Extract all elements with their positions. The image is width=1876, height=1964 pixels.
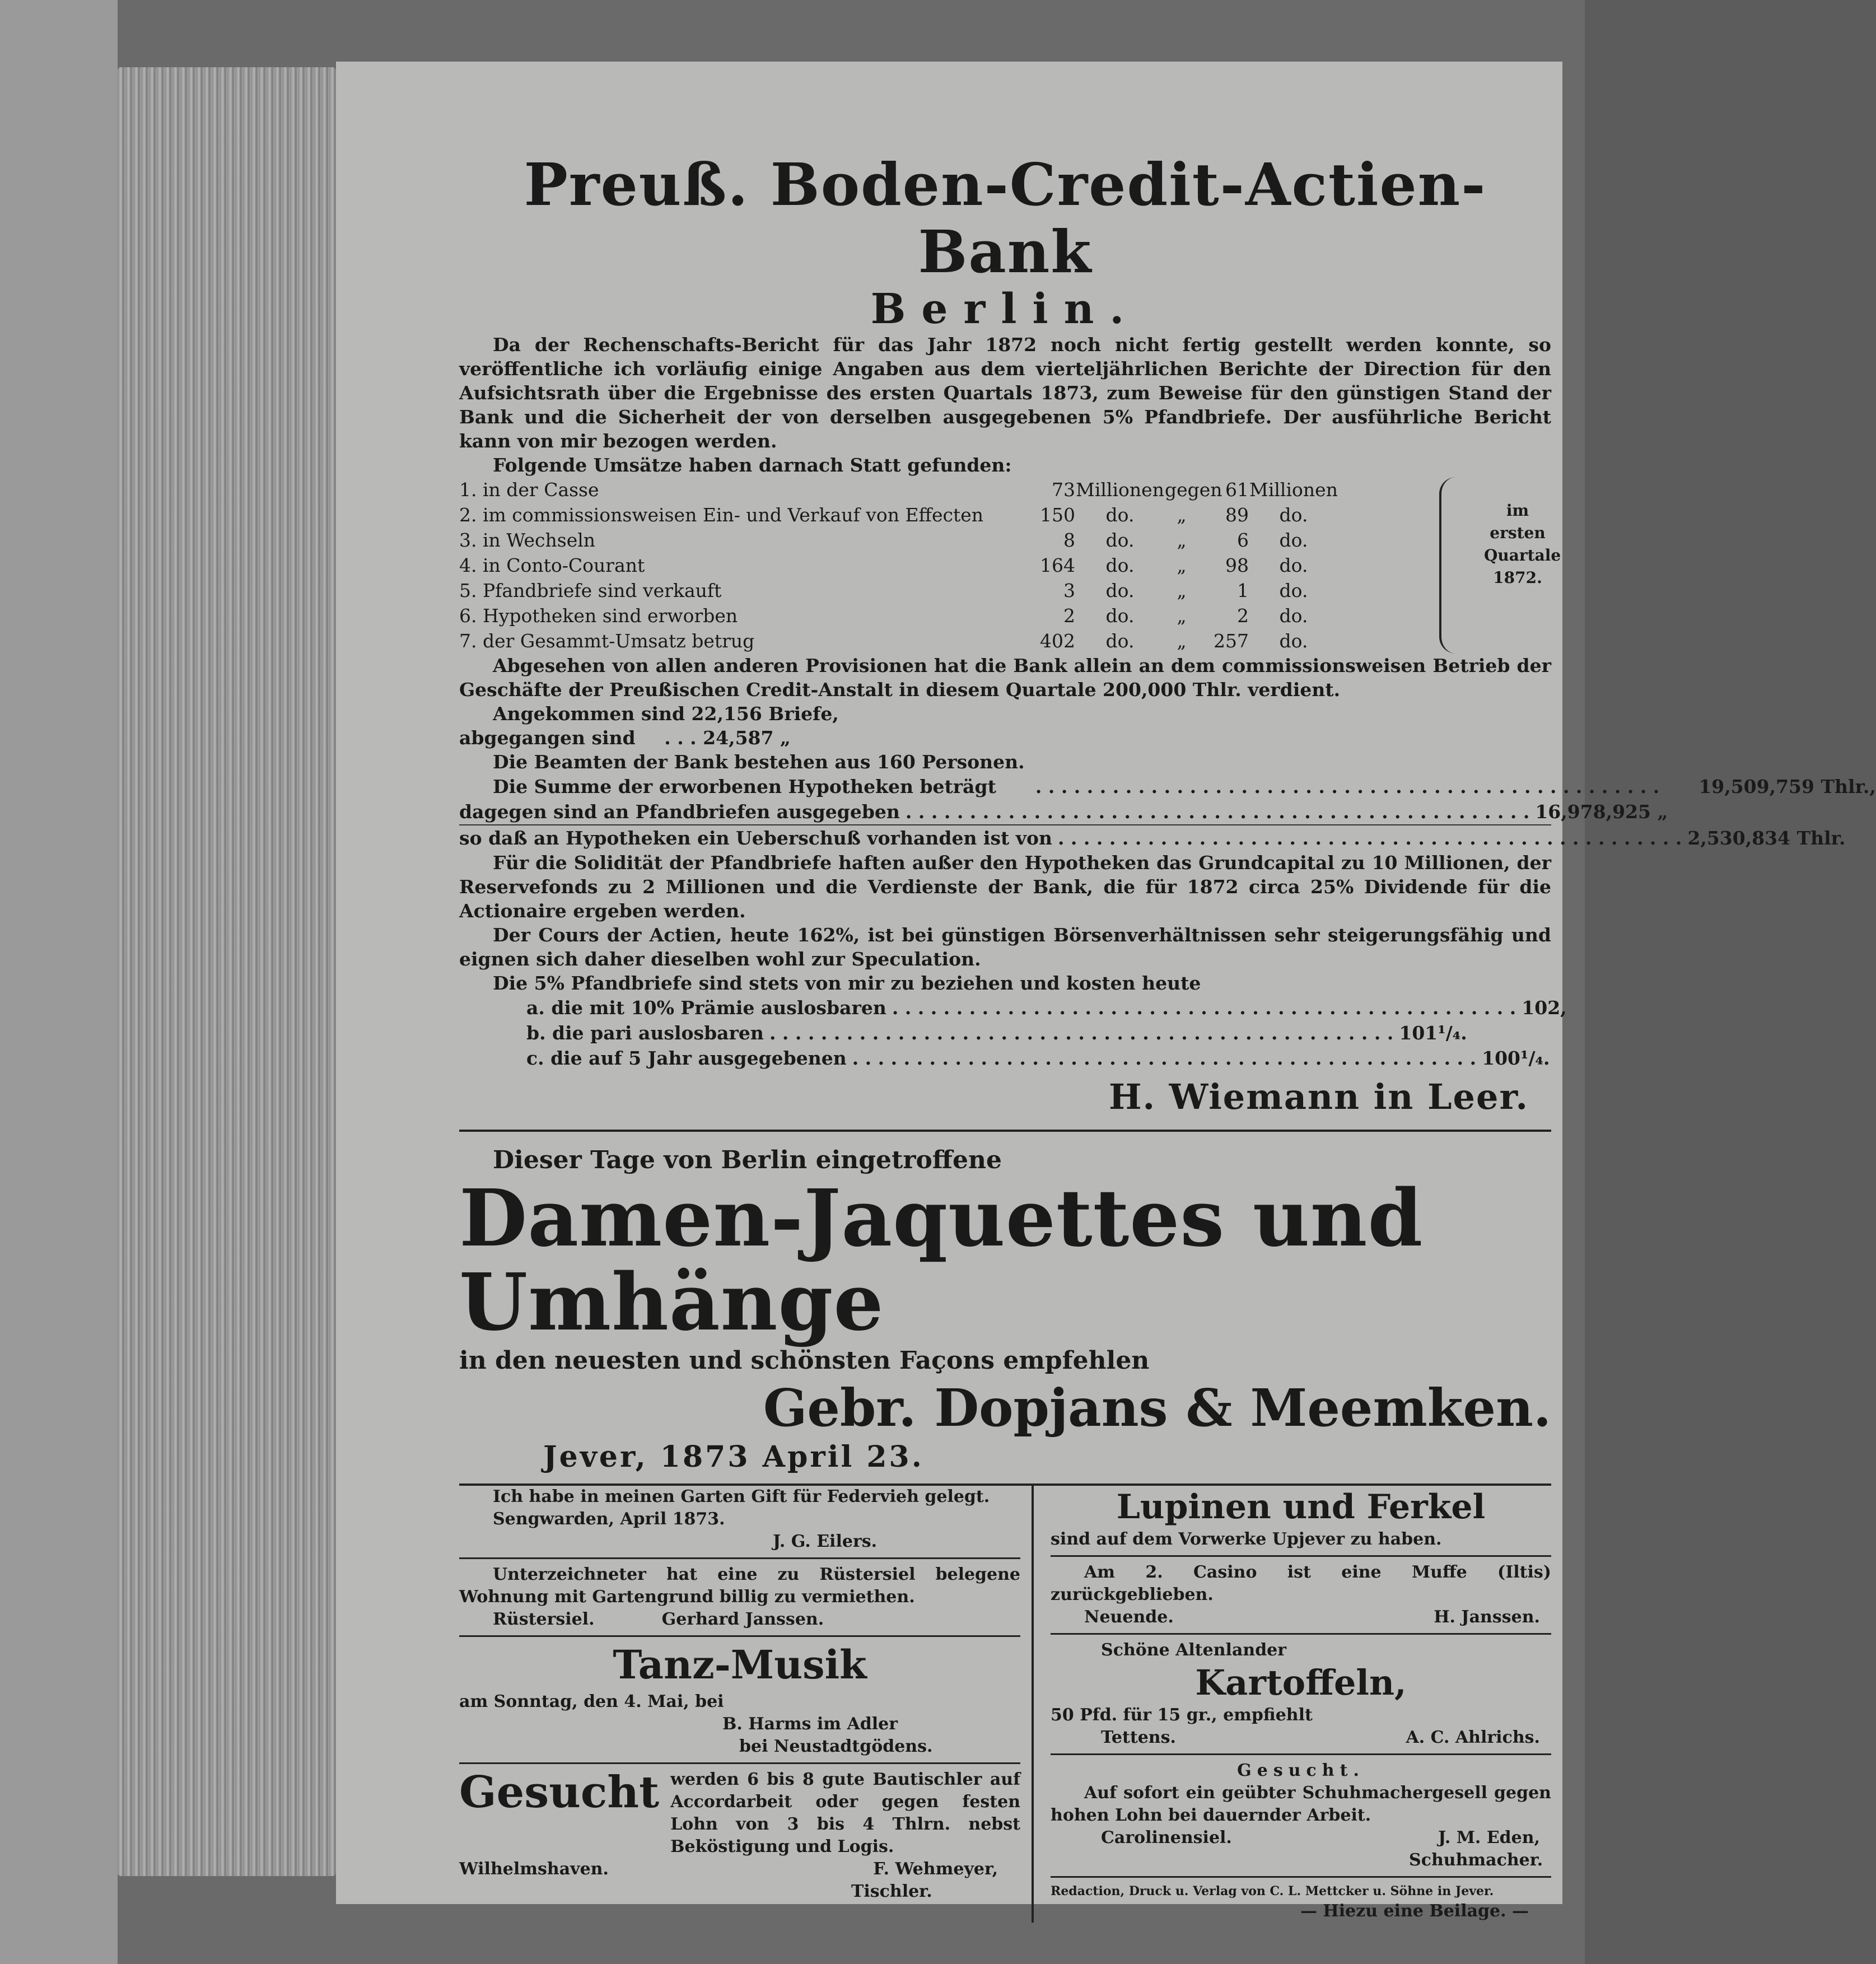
wanted-signature-line	[459, 1858, 1020, 1881]
letters-sent-label: abgegangen sind	[459, 727, 636, 749]
row-unit2: do.	[1279, 580, 1308, 601]
sum-value: 2,530,834 Thlr.	[1687, 827, 1846, 849]
row-compare: 2	[1237, 605, 1249, 627]
ad-divider	[1051, 1555, 1551, 1557]
gift-signature: J. G. Eilers.	[773, 1532, 878, 1551]
share-price-text: Der Cours der Actien, heute 162%, ist bei günstigen Börsenverhältnissen sehr steigerungsfähig und eignen sich daher dieselben wohl zur Speculation.	[459, 924, 1551, 970]
dance-location: bei Neustadtgödens.	[739, 1737, 933, 1756]
table-row	[459, 553, 1484, 578]
row-label: 2. im commissionsweisen Ein- und Verkauf von Effecten	[459, 504, 984, 526]
offer-price: 101¹/₄.	[1399, 1022, 1467, 1044]
bank-intro: Da der Rechenschafts-Bericht für das Jahr 1872 noch nicht fertig gestellt werden konnte, so veröffentliche ich vorläufig einige Angaben aus dem vierteljährlichen Berichte der Direction für den Aufsichtsrath über die Ergebnisse des ersten Quartals 1873, zum Beweise für den günstigen Stand der Bank und die Sicherheit der von derselben ausgegebenen 5% Pfandbriefe. Der ausführliche Bericht kann von mir bezogen werden.	[459, 334, 1551, 452]
dance-date: am Sonntag, den 4. Mai, bei	[459, 1692, 724, 1711]
lupine-text: sind auf dem Vorwerke Upjever zu haben.	[1051, 1529, 1442, 1549]
offer-price: 102,	[1522, 997, 1567, 1019]
solidity-text: Für die Solidität der Pfandbriefe haften außer den Hypotheken das Grundcapital zu 10 Millionen, der Reservefonds zu 2 Millionen und die Verdienste der Bank, die für 1872 circa 25% Dividende für die Actionaire ergeben werden.	[459, 852, 1551, 922]
offer-label: c. die auf 5 Jahr ausgegebenen	[526, 1047, 847, 1069]
jaquettes-intro: Dieser Tage von Berlin eingetroffene	[493, 1146, 1002, 1174]
row-unit2: do.	[1279, 630, 1308, 652]
muff-notice: Am 2. Casino ist eine Muffe (Iltis) zurückgeblieben.	[1051, 1562, 1551, 1604]
row-unit2: do.	[1279, 554, 1308, 576]
ad-divider	[459, 1762, 1020, 1764]
brace-note-line: im	[1506, 501, 1529, 520]
table-row	[459, 477, 1484, 502]
row-unit: do.	[1105, 529, 1135, 551]
letters-sent	[459, 726, 1551, 750]
small-ads-grid	[459, 1484, 1551, 1923]
potato-price: 50 Pfd. für 15 gr., empfiehlt	[1051, 1705, 1313, 1725]
newspaper-page	[336, 62, 1876, 1921]
offer-row	[459, 995, 1567, 1020]
wanted-signature: F. Wehmeyer,	[873, 1859, 998, 1879]
apartment-signature-line	[459, 1608, 1020, 1631]
shoemaker-place: Carolinensiel.	[1101, 1828, 1232, 1848]
table-row	[459, 502, 1484, 528]
row-gegen: „	[1177, 630, 1187, 652]
dateline: Jever, 1873 April 23.	[543, 1440, 924, 1474]
ad-divider	[1051, 1753, 1551, 1755]
potato-signature: A. C. Ahlrichs.	[1406, 1728, 1540, 1747]
offer-label: a. die mit 10% Prämie auslosbaren	[526, 997, 886, 1019]
brace-note-line: Quartale	[1484, 546, 1561, 565]
offer-price: 100¹/₄.	[1482, 1047, 1550, 1069]
letters-arrived: Angekommen sind 22,156 Briefe,	[493, 703, 839, 725]
sum-value: 16,978,925 „	[1535, 801, 1668, 823]
row-unit2: do.	[1279, 529, 1308, 551]
offer-label: b. die pari auslosbaren	[526, 1022, 764, 1044]
row-value: 3	[1063, 580, 1075, 601]
jaquettes-subline: in den neuesten und schönsten Façons empfehlen	[459, 1346, 1150, 1375]
row-gegen: „	[1177, 580, 1187, 601]
row-unit: Millionen	[1076, 479, 1164, 501]
brace-note	[1484, 500, 1561, 589]
brace-note-line: ersten	[1490, 524, 1546, 542]
potato-intro: Schöne Altenlander	[1101, 1640, 1287, 1660]
ad-divider	[459, 1557, 1020, 1559]
row-label: 5. Pfandbriefe sind verkauft	[459, 580, 722, 601]
table-row	[459, 578, 1484, 603]
row-unit: do.	[1105, 504, 1135, 526]
leader-dots	[906, 799, 1529, 824]
wanted-carpenters-ad	[459, 1769, 1020, 1858]
row-value: 402	[1040, 630, 1075, 652]
leader-dots	[852, 1046, 1476, 1071]
leader-dots	[1058, 825, 1682, 851]
table-row	[459, 603, 1484, 628]
wanted-body: werden 6 bis 8 gute Bautischler auf Accordarbeit oder gegen festen Lohn von 3 bis 4 Thlrn. nebst Beköstigung und Logis.	[670, 1770, 1021, 1856]
row-compare: 6	[1237, 529, 1249, 551]
gift-notice: Ich habe in meinen Garten Gift für Federvieh gelegt.	[493, 1487, 990, 1506]
offer-row	[459, 1020, 1467, 1046]
pfandbriefe-offer-text: Die 5% Pfandbriefe sind stets von mir zu beziehen und kosten heute	[493, 972, 1201, 994]
row-gegen: gegen	[1165, 479, 1222, 501]
potato-signature-line	[1051, 1727, 1551, 1749]
bank-provision-text: Abgesehen von allen anderen Provisionen hat die Bank allein an dem commissionsweisen Betrieb der Geschäfte der Preußischen Credit-Anstalt in diesem Quartale 200,000 Thlr. verdient.	[459, 655, 1551, 701]
row-gegen: „	[1177, 529, 1187, 551]
sum-row-surplus	[459, 824, 1846, 851]
shoemaker-signature: J. M. Eden,	[1438, 1828, 1540, 1848]
row-unit: do.	[1105, 630, 1135, 652]
row-value: 8	[1063, 529, 1075, 551]
muff-place: Neuende.	[1084, 1607, 1174, 1627]
row-unit2: do.	[1279, 504, 1308, 526]
apartment-signature: Gerhard Janssen.	[661, 1610, 824, 1629]
jaquettes-title: Damen-Jaquettes und Umhänge	[459, 1173, 1424, 1349]
row-value: 150	[1040, 504, 1075, 526]
bank-title: Preuß. Boden-Credit-Actien-Bank	[524, 150, 1487, 286]
section-divider	[459, 1130, 1551, 1132]
row-compare: 98	[1225, 554, 1249, 576]
ad-divider	[1051, 1633, 1551, 1635]
row-compare: 1	[1237, 580, 1249, 601]
table-row	[459, 528, 1484, 553]
left-ads-column	[459, 1486, 1034, 1923]
potato-title: Kartoffeln,	[1195, 1662, 1407, 1703]
row-unit: do.	[1105, 554, 1135, 576]
wanted-title: Gesucht	[459, 1767, 660, 1818]
lupine-title: Lupinen und Ferkel	[1116, 1487, 1486, 1527]
sum-label: Die Summe der erworbenen Hypotheken beträgt	[493, 776, 996, 797]
apartment-place: Rüstersiel.	[493, 1610, 595, 1629]
shoemaker-text: Auf sofort ein geübter Schuhmachergesell gegen hohen Lohn bei dauernder Arbeit.	[1051, 1783, 1551, 1825]
imprint: Redaction, Druck u. Verlag von C. L. Mettcker u. Söhne in Jever.	[1051, 1884, 1494, 1898]
sum-row-mortgages	[459, 774, 1876, 799]
gift-dateline: Sengwarden, April 1873.	[493, 1509, 725, 1529]
wanted-place: Wilhelmshaven.	[459, 1859, 609, 1879]
row-label: 7. der Gesammt-Umsatz betrug	[459, 630, 755, 652]
wanted-signature-title: Tischler.	[851, 1882, 932, 1901]
sum-row-pfandbriefe	[459, 799, 1668, 824]
row-value: 2	[1063, 605, 1075, 627]
jaquettes-firm: Gebr. Dopjans & Meemken.	[763, 1378, 1551, 1438]
row-gegen: „	[1177, 605, 1187, 627]
sum-value: 19,509,759 Thlr.,	[1698, 776, 1876, 797]
leader-dots	[1002, 774, 1659, 799]
muff-signature: H. Janssen.	[1434, 1607, 1540, 1627]
row-value: 73	[1052, 479, 1075, 501]
table-row	[459, 628, 1484, 654]
row-unit2: Millionen	[1249, 479, 1338, 501]
page-content	[459, 150, 1876, 1923]
row-compare: 89	[1225, 504, 1249, 526]
turnover-table	[459, 477, 1561, 654]
right-ads-column	[1034, 1486, 1551, 1923]
imprint-divider	[1051, 1876, 1551, 1878]
shoemaker-title: Schuhmacher.	[1409, 1850, 1543, 1870]
letters-sent-value: . . . 24,587 „	[664, 727, 791, 749]
shoemaker-signature-line	[1051, 1827, 1551, 1849]
row-unit: do.	[1105, 580, 1135, 601]
offer-row	[459, 1046, 1550, 1071]
ad-divider	[459, 1635, 1020, 1637]
row-label: 6. Hypotheken sind erworben	[459, 605, 738, 627]
book-cover-board	[0, 0, 118, 1964]
shoemaker-heading: Gesucht.	[1237, 1761, 1365, 1780]
bank-folgende: Folgende Umsätze haben darnach Statt gefunden:	[493, 454, 1012, 476]
brace-note-line: 1872.	[1493, 568, 1542, 587]
apartment-notice: Unterzeichneter hat eine zu Rüstersiel belegene Wohnung mit Gartengrund billig zu vermiethen.	[459, 1565, 1021, 1607]
book-page-edges	[118, 67, 336, 1876]
row-label: 3. in Wechseln	[459, 529, 596, 551]
bank-signature: H. Wiemann in Leer.	[1108, 1076, 1529, 1117]
potato-place: Tettens.	[1101, 1728, 1176, 1747]
leader-dots	[769, 1020, 1393, 1046]
leader-dots	[892, 995, 1516, 1020]
row-compare: 61	[1225, 479, 1249, 501]
row-label: 4. in Conto-Courant	[459, 554, 645, 576]
dance-venue: B. Harms im Adler	[722, 1714, 898, 1734]
row-value: 164	[1040, 554, 1075, 576]
row-unit: do.	[1105, 605, 1135, 627]
row-gegen: „	[1177, 554, 1187, 576]
staff-count: Die Beamten der Bank bestehen aus 160 Personen.	[493, 751, 1025, 773]
bank-city: Berlin.	[870, 285, 1140, 333]
supplement-note: — Hiezu eine Beilage. —	[1300, 1901, 1529, 1921]
muff-signature-line	[1051, 1606, 1551, 1629]
dance-title: Tanz-Musik	[613, 1641, 867, 1688]
row-compare: 257	[1214, 630, 1249, 652]
sum-label: dagegen sind an Pfandbriefen ausgegeben	[459, 801, 900, 823]
row-gegen: „	[1177, 504, 1187, 526]
sum-label: so daß an Hypotheken ein Ueberschuß vorhanden ist von	[459, 827, 1052, 849]
row-label: 1. in der Casse	[459, 479, 599, 501]
row-unit2: do.	[1279, 605, 1308, 627]
